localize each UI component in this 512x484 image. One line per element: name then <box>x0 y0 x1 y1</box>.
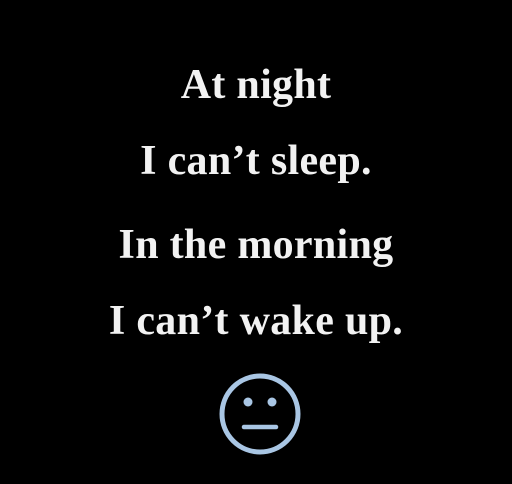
quote-line-4: I can’t wake up. <box>108 298 404 344</box>
left-eye <box>244 398 253 407</box>
quote-line-1: At night <box>180 62 332 108</box>
quote-line-2: I can’t sleep. <box>140 138 372 184</box>
right-eye <box>268 398 277 407</box>
quote-line-3: In the morning <box>118 222 394 268</box>
neutral-face-icon <box>218 372 302 456</box>
face-outline <box>222 376 298 452</box>
